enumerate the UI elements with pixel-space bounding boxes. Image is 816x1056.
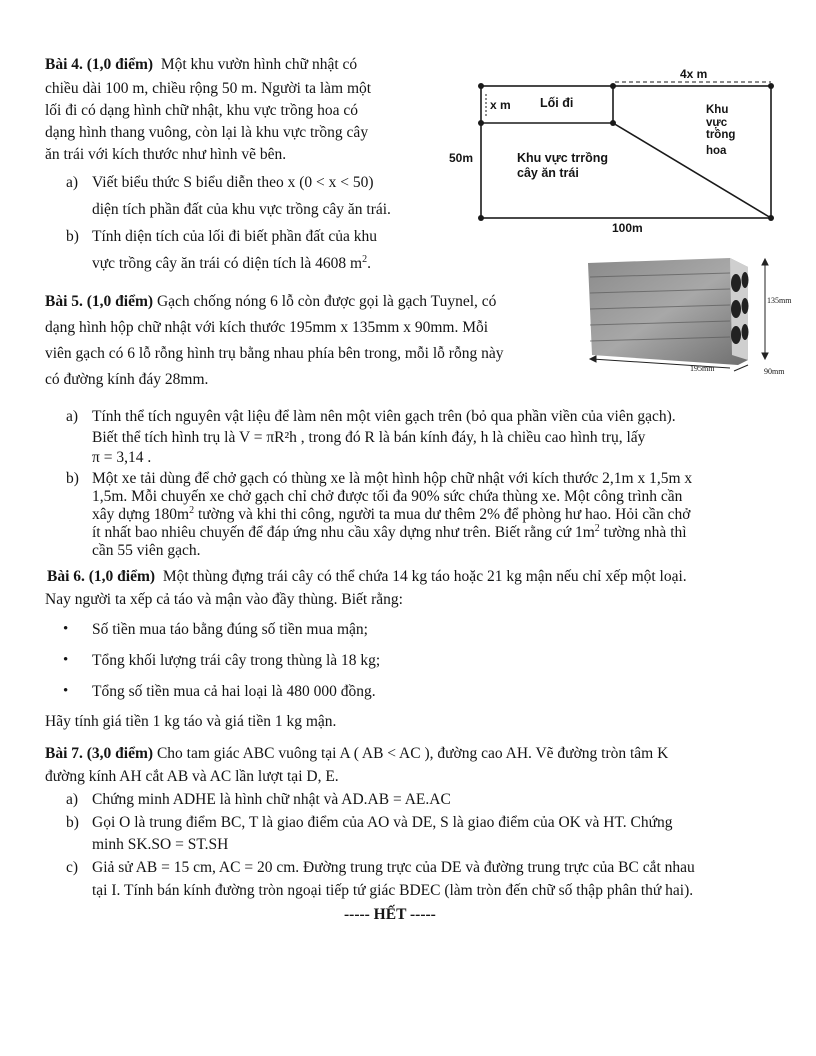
bai6-bullet-3: Tổng số tiền mua cả hai loại là 480 000 đồng. — [92, 683, 376, 700]
brick-hole — [731, 274, 741, 292]
bai7-c-label: c) — [66, 859, 79, 876]
brick-body — [588, 258, 748, 365]
bai5-title: Bài 5. (1,0 điểm) — [45, 293, 154, 310]
bai7-b-label: b) — [66, 814, 79, 831]
width-dimension-line — [734, 365, 748, 371]
bullet-icon: • — [63, 621, 69, 637]
brick-image — [580, 255, 810, 380]
bai6-bullet-1: Số tiền mua táo bằng đúng số tiền mua mận; — [92, 621, 368, 638]
bai4-line2: chiều dài 100 m, chiều rộng 50 m. Người ta làm một — [45, 80, 372, 97]
bai5-b-line3: xây dựng $180m^2$ tường và khi thi công, người ta mua dư thêm 2% để phòng hư hao. Hỏi cần chở — [92, 505, 691, 523]
brick-hole — [742, 298, 749, 314]
end-marker: ----- HẾT ----- — [344, 906, 436, 923]
bai4-a-line2: diện tích phần đất của khu vực trồng cây ăn trái. — [92, 201, 391, 218]
corner-dot — [478, 215, 484, 221]
bai4-a-label: a) — [66, 174, 79, 191]
bai6-line2: Nay người ta xếp cả táo và mận vào đầy thùng. Biết rằng: — [45, 591, 403, 608]
bai4-a-line1: Viết biểu thức S biểu diễn theo x (0 < x < 50) — [92, 174, 374, 191]
bai7-a-label: a) — [66, 791, 79, 808]
bai7-b-line1: Gọi O là trung điểm BC, T là giao điểm của AO và DE, S là giao điểm của OK và HT. Chứng — [92, 814, 673, 831]
label-50m: 50m — [449, 151, 474, 165]
bai5-a-line2: Biết thể tích hình trụ là V = πR²h , trong đó R là bán kính đáy, h là chiều cao hình trụ, lấy — [92, 429, 646, 446]
bai5-line2: dạng hình hộp chữ nhật với kích thước 195mm x 135mm x 90mm. Mỗi — [45, 319, 489, 336]
brick-height-label: 135mm — [767, 296, 792, 305]
bai6-title: Bài 6. (1,0 điểm) — [47, 568, 156, 585]
brick-width-label: 90mm — [764, 367, 785, 376]
bai5-line3: viên gạch có 6 lỗ rỗng hình trụ bằng nhau phía bên trong, mỗi lỗ rỗng này — [45, 345, 504, 362]
bai4-line4: dạng hình thang vuông, còn lại là khu vực trồng cây — [45, 124, 369, 141]
bai4-b-label: b) — [66, 228, 79, 245]
bai7-c-line2: tại I. Tính bán kính đường tròn ngoại tiếp tứ giác BDEC (làm tròn đến chữ số thập phân thứ hai). — [92, 882, 694, 899]
bai6-question: Hãy tính giá tiền 1 kg táo và giá tiền 1 kg mận. — [45, 713, 337, 730]
label-4x: 4x m — [680, 67, 708, 81]
bai4-b-line2: vực trồng cây ăn trái có diện tích là 4608 $m^2$. — [92, 254, 371, 272]
garden-figure — [440, 60, 790, 240]
bai7-c-line1: Giả sử AB = 15 cm, AC = 20 cm. Đường trung trực của DE và đường trung trực của BC cắt nhau — [92, 859, 695, 876]
bullet-icon: • — [63, 652, 69, 668]
brick-hole — [742, 324, 749, 340]
bullet-icon: • — [63, 683, 69, 699]
brick-hole — [731, 326, 741, 344]
bai5-a-line1: Tính thể tích nguyên vật liệu để làm nên một viên gạch trên (bỏ qua phần viền của viên gạch). — [92, 408, 676, 425]
bai5-b-label: b) — [66, 470, 79, 487]
brick-hole — [731, 300, 741, 318]
corner-dot — [768, 215, 774, 221]
brick-length-label: 195mm — [690, 364, 715, 373]
label-x: x m — [490, 98, 511, 112]
corner-dot — [478, 83, 484, 89]
bai5-line1: Bài 5. (1,0 điểm) Gạch chống nóng 6 lỗ còn được gọi là gạch Tuynel, có — [45, 293, 497, 310]
corner-dot — [478, 120, 484, 126]
bai7-a-text: Chứng minh ADHE là hình chữ nhật và AD.AB = AE.AC — [92, 791, 451, 808]
bai7-title: Bài 7. (3,0 điểm) — [45, 745, 154, 762]
bai4-line1: Bài 4. (1,0 điểm) Một khu vườn hình chữ nhật có — [45, 56, 358, 73]
label-fruit-area: Khu vực trrồng cây ăn trái — [517, 151, 608, 180]
bai4-line3: lối đi có dạng hình chữ nhật, khu vực trồng hoa có — [45, 102, 358, 119]
brick-hole — [742, 272, 749, 288]
bai7-line1: Bài 7. (3,0 điểm) Cho tam giác ABC vuông tại A ( AB < AC ), đường cao AH. Vẽ đường tròn tâm K — [45, 745, 669, 762]
bai6-bullet-2: Tổng khối lượng trái cây trong thùng là 18 kg; — [92, 652, 381, 669]
bai5-line4: có đường kính đáy 28mm. — [45, 371, 209, 388]
bai7-b-line2: minh SK.SO = ST.SH — [92, 836, 229, 853]
label-path: Lối đi — [540, 96, 574, 110]
bai5-b-line4: ít nhất bao nhiêu chuyến để đáp ứng nhu cầu xây dựng như trên. Biết rằng cứ $1m^2$ tường nhà thì — [92, 523, 687, 541]
bai5-b-line5: cần 55 viên gạch. — [92, 542, 201, 559]
bai5-a-line3: π = 3,14 . — [92, 449, 152, 466]
label-100m: 100m — [612, 221, 643, 235]
corner-dot — [610, 83, 616, 89]
bai5-b-line2: 1,5m. Mỗi chuyến xe chở gạch chỉ chở được tối đa 90% sức chứa thùng xe. Một công trình cần — [92, 488, 683, 505]
bai7-line2: đường kính AH cắt AB và AC lần lượt tại D, E. — [45, 768, 339, 785]
bai4-title: Bài 4. (1,0 điểm) — [45, 56, 154, 73]
label-flower-area: Khu vực trồng hoa — [706, 104, 736, 157]
bai4-line5: ăn trái với kích thước như hình vẽ bên. — [45, 146, 287, 163]
bai5-b-line1: Một xe tải dùng để chở gạch có thùng xe là một hình hộp chữ nhật với kích thước 2,1m x 1,5m x — [92, 470, 693, 487]
flower-diagonal-edge — [613, 123, 771, 218]
corner-dot — [610, 120, 616, 126]
bai5-a-label: a) — [66, 408, 79, 425]
corner-dot — [768, 83, 774, 89]
bai4-b-line1: Tính diện tích của lối đi biết phần đất của khu — [92, 228, 377, 245]
bai6-line1: Bài 6. (1,0 điểm) Một thùng đựng trái cây có thể chứa 14 kg táo hoặc 21 kg mận nếu chỉ xếp một loại. — [47, 568, 687, 585]
